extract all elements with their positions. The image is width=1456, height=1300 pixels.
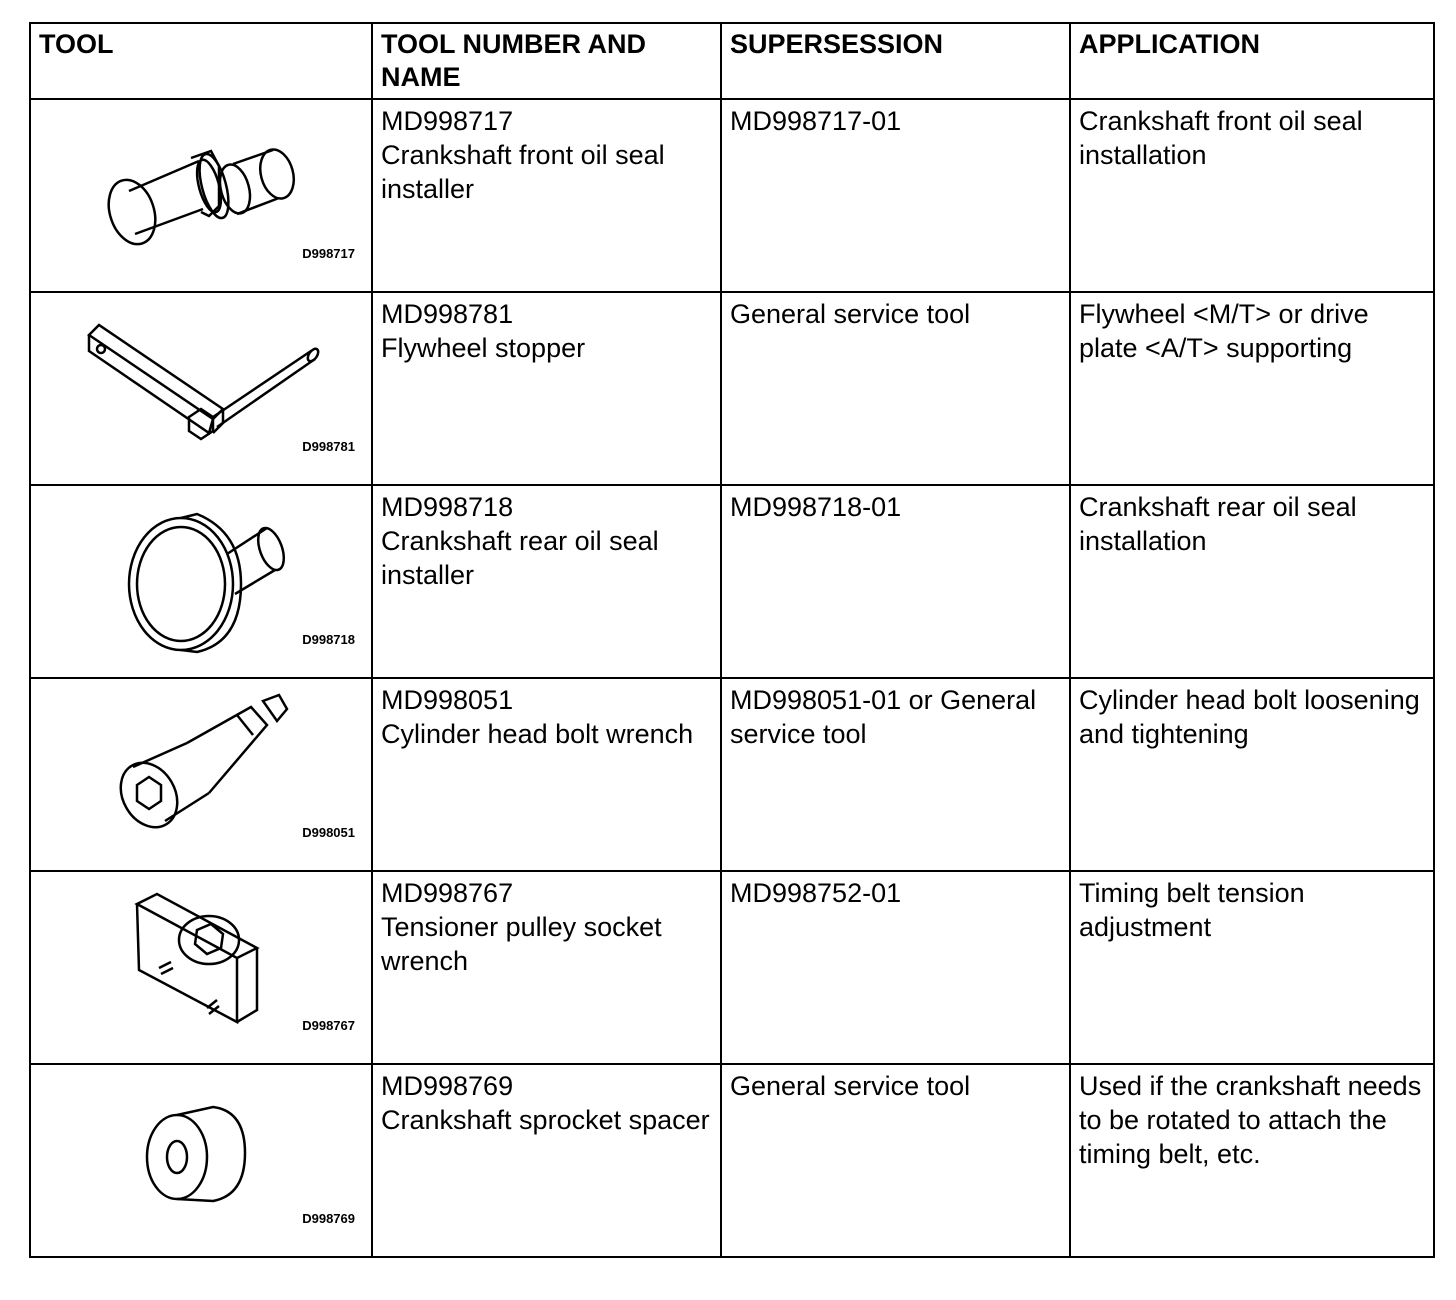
supersession-cell: MD998718-01: [721, 485, 1070, 678]
application-cell: Flywheel <M/T> or drive plate <A/T> supporting: [1070, 292, 1434, 485]
header-supersession: SUPERSESSION: [721, 23, 1070, 99]
tool-image-cell: [30, 292, 372, 485]
application-cell: Crankshaft rear oil seal installation: [1070, 485, 1434, 678]
supersession-cell: General service tool: [721, 1064, 1070, 1257]
application-cell: Timing belt tension adjustment: [1070, 871, 1434, 1064]
supersession-cell: MD998051-01 or General service tool: [721, 678, 1070, 871]
table-row: [30, 871, 1434, 1064]
table-row: [30, 1064, 1434, 1257]
application-cell: Cylinder head bolt loosening and tightening: [1070, 678, 1434, 871]
tool-number: MD998781: [381, 299, 514, 329]
tool-number-name-cell: [372, 871, 721, 1064]
header-tool-number-name: TOOL NUMBER AND NAME: [372, 23, 721, 99]
tool-number: MD998767: [381, 878, 514, 908]
tool-number: MD998717: [381, 106, 514, 136]
tool-number: MD998051: [381, 685, 514, 715]
tool-image-code: D998769: [302, 1211, 355, 1226]
tool-image-cell: [30, 1064, 372, 1257]
tool-number-name-cell: [372, 485, 721, 678]
supersession-cell: MD998752-01: [721, 871, 1070, 1064]
tool-image-code: D998718: [302, 632, 355, 647]
tool-name: Flywheel stopper: [381, 333, 586, 363]
header-row: [30, 23, 1434, 99]
table-row: [30, 292, 1434, 485]
tool-number-name-cell: [372, 292, 721, 485]
special-tools-table: [29, 22, 1435, 1258]
tool-image-code: D998767: [302, 1018, 355, 1033]
tool-name: Crankshaft sprocket spacer: [381, 1105, 710, 1135]
table-row: [30, 99, 1434, 292]
tool-name: Crankshaft rear oil seal installer: [381, 526, 659, 590]
table-row: [30, 485, 1434, 678]
tool-image-cell: [30, 485, 372, 678]
application-cell: Used if the crankshaft needs to be rotated to attach the timing belt, etc.: [1070, 1064, 1434, 1257]
table-row: [30, 678, 1434, 871]
tool-image-code: D998051: [302, 825, 355, 840]
tool-name: Crankshaft front oil seal installer: [381, 140, 665, 204]
tool-image-code: D998781: [302, 439, 355, 454]
tool-name: Cylinder head bolt wrench: [381, 719, 694, 749]
tool-image-cell: [30, 871, 372, 1064]
header-application: APPLICATION: [1070, 23, 1434, 99]
supersession-cell: MD998717-01: [721, 99, 1070, 292]
supersession-cell: General service tool: [721, 292, 1070, 485]
tool-number: MD998718: [381, 492, 514, 522]
tool-number-name-cell: [372, 678, 721, 871]
tool-number-name-cell: [372, 99, 721, 292]
tool-image-cell: [30, 678, 372, 871]
tool-number: MD998769: [381, 1071, 514, 1101]
tool-number-name-cell: [372, 1064, 721, 1257]
header-tool: TOOL: [30, 23, 372, 99]
tool-image-code: D998717: [302, 246, 355, 261]
tool-name: Tensioner pulley socket wrench: [381, 912, 662, 976]
tool-image-cell: [30, 99, 372, 292]
application-cell: Crankshaft front oil seal installation: [1070, 99, 1434, 292]
